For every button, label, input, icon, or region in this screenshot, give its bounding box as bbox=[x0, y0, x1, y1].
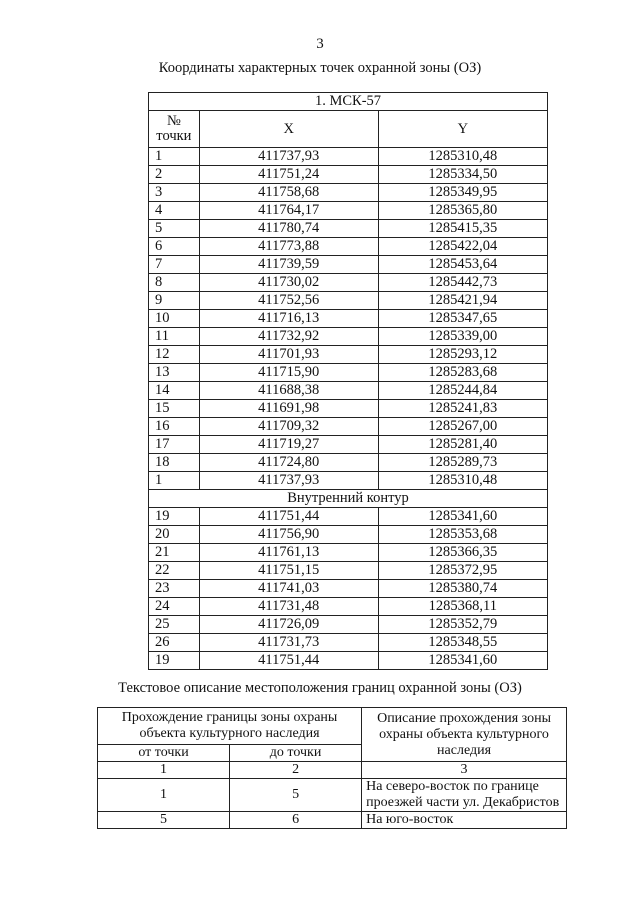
point-number: 5 bbox=[149, 220, 200, 238]
y-value: 1285353,68 bbox=[378, 526, 547, 544]
coord-row bbox=[149, 580, 548, 598]
coord-row bbox=[149, 400, 548, 418]
point-number: 3 bbox=[149, 184, 200, 202]
x-value: 411737,93 bbox=[199, 472, 378, 490]
y-value: 1285267,00 bbox=[378, 418, 547, 436]
coordinates-table bbox=[148, 92, 548, 670]
x-value: 411724,80 bbox=[199, 454, 378, 472]
y-value: 1285421,94 bbox=[378, 292, 547, 310]
y-value: 1285341,60 bbox=[378, 652, 547, 670]
description-title: Текстовое описание местоположения границ охранной зоны (ОЗ) bbox=[118, 680, 522, 696]
x-value: 411731,73 bbox=[199, 634, 378, 652]
coord-row bbox=[149, 454, 548, 472]
point-number: 7 bbox=[149, 256, 200, 274]
coord-row bbox=[149, 238, 548, 256]
desc-header-row bbox=[98, 708, 567, 745]
y-value: 1285334,50 bbox=[378, 166, 547, 184]
x-value: 411730,02 bbox=[199, 274, 378, 292]
x-value: 411719,27 bbox=[199, 436, 378, 454]
point-number: 26 bbox=[149, 634, 200, 652]
point-number: 19 bbox=[149, 508, 200, 526]
desc-from: 5 bbox=[98, 812, 230, 829]
description-table bbox=[97, 707, 567, 829]
y-value: 1285281,40 bbox=[378, 436, 547, 454]
y-value: 1285244,84 bbox=[378, 382, 547, 400]
header-num: № точки bbox=[149, 111, 200, 148]
x-value: 411741,03 bbox=[199, 580, 378, 598]
y-value: 1285415,35 bbox=[378, 220, 547, 238]
point-number: 1 bbox=[149, 472, 200, 490]
point-number: 8 bbox=[149, 274, 200, 292]
coord-row bbox=[149, 220, 548, 238]
point-number: 15 bbox=[149, 400, 200, 418]
y-value: 1285293,12 bbox=[378, 346, 547, 364]
coord-row bbox=[149, 382, 548, 400]
coord-row bbox=[149, 292, 548, 310]
desc-row bbox=[98, 779, 567, 812]
point-number: 10 bbox=[149, 310, 200, 328]
point-number: 13 bbox=[149, 364, 200, 382]
y-value: 1285349,95 bbox=[378, 184, 547, 202]
point-number: 17 bbox=[149, 436, 200, 454]
coord-row bbox=[149, 166, 548, 184]
y-value: 1285352,79 bbox=[378, 616, 547, 634]
point-number: 2 bbox=[149, 166, 200, 184]
coord-row bbox=[149, 526, 548, 544]
point-number: 19 bbox=[149, 652, 200, 670]
y-value: 1285347,65 bbox=[378, 310, 547, 328]
coord-row bbox=[149, 634, 548, 652]
desc-sub-to: до точки bbox=[230, 745, 362, 762]
desc-head-left: Прохождение границы зоны охраны объекта культурного наследия bbox=[98, 708, 362, 745]
coord-row bbox=[149, 544, 548, 562]
coord-row bbox=[149, 184, 548, 202]
point-number: 11 bbox=[149, 328, 200, 346]
coord-row bbox=[149, 616, 548, 634]
x-value: 411764,17 bbox=[199, 202, 378, 220]
header-y: Y bbox=[378, 111, 547, 148]
coord-row bbox=[149, 598, 548, 616]
inner-contour-row bbox=[149, 490, 548, 508]
point-number: 24 bbox=[149, 598, 200, 616]
y-value: 1285453,64 bbox=[378, 256, 547, 274]
coord-row bbox=[149, 256, 548, 274]
point-number: 9 bbox=[149, 292, 200, 310]
y-value: 1285368,11 bbox=[378, 598, 547, 616]
coord-row bbox=[149, 364, 548, 382]
y-value: 1285372,95 bbox=[378, 562, 547, 580]
desc-colnum: 2 bbox=[230, 762, 362, 779]
y-value: 1285442,73 bbox=[378, 274, 547, 292]
x-value: 411751,44 bbox=[199, 652, 378, 670]
coord-row bbox=[149, 436, 548, 454]
x-value: 411731,48 bbox=[199, 598, 378, 616]
x-value: 411732,92 bbox=[199, 328, 378, 346]
desc-colnum-row bbox=[98, 762, 567, 779]
coord-row bbox=[149, 148, 548, 166]
point-number: 18 bbox=[149, 454, 200, 472]
x-value: 411715,90 bbox=[199, 364, 378, 382]
point-number: 1 bbox=[149, 148, 200, 166]
y-value: 1285380,74 bbox=[378, 580, 547, 598]
desc-from: 1 bbox=[98, 779, 230, 812]
point-number: 23 bbox=[149, 580, 200, 598]
page-number: 3 bbox=[316, 36, 324, 52]
desc-row bbox=[98, 812, 567, 829]
header-row bbox=[149, 111, 548, 148]
y-value: 1285366,35 bbox=[378, 544, 547, 562]
x-value: 411701,93 bbox=[199, 346, 378, 364]
coord-row bbox=[149, 274, 548, 292]
x-value: 411716,13 bbox=[199, 310, 378, 328]
coord-row bbox=[149, 202, 548, 220]
y-value: 1285365,80 bbox=[378, 202, 547, 220]
point-number: 16 bbox=[149, 418, 200, 436]
point-number: 25 bbox=[149, 616, 200, 634]
x-value: 411751,44 bbox=[199, 508, 378, 526]
x-value: 411751,24 bbox=[199, 166, 378, 184]
desc-colnum: 1 bbox=[98, 762, 230, 779]
x-value: 411773,88 bbox=[199, 238, 378, 256]
section-row bbox=[149, 93, 548, 111]
desc-head-right: Описание прохождения зоны охраны объекта культурного наследия bbox=[362, 708, 567, 762]
y-value: 1285310,48 bbox=[378, 148, 547, 166]
desc-sub-from: от точки bbox=[98, 745, 230, 762]
page-title: Координаты характерных точек охранной зоны (ОЗ) bbox=[158, 60, 482, 76]
y-value: 1285310,48 bbox=[378, 472, 547, 490]
y-value: 1285283,68 bbox=[378, 364, 547, 382]
x-value: 411751,15 bbox=[199, 562, 378, 580]
coord-row bbox=[149, 652, 548, 670]
y-value: 1285339,00 bbox=[378, 328, 547, 346]
coord-row bbox=[149, 310, 548, 328]
point-number: 14 bbox=[149, 382, 200, 400]
desc-colnum: 3 bbox=[362, 762, 567, 779]
coord-row bbox=[149, 472, 548, 490]
desc-to: 5 bbox=[230, 779, 362, 812]
y-value: 1285241,83 bbox=[378, 400, 547, 418]
y-value: 1285422,04 bbox=[378, 238, 547, 256]
point-number: 12 bbox=[149, 346, 200, 364]
header-x: X bbox=[199, 111, 378, 148]
x-value: 411688,38 bbox=[199, 382, 378, 400]
desc-text: На юго-восток bbox=[362, 812, 567, 829]
point-number: 20 bbox=[149, 526, 200, 544]
x-value: 411691,98 bbox=[199, 400, 378, 418]
coord-row bbox=[149, 418, 548, 436]
x-value: 411737,93 bbox=[199, 148, 378, 166]
coord-row bbox=[149, 562, 548, 580]
x-value: 411761,13 bbox=[199, 544, 378, 562]
inner-contour-label: Внутренний контур bbox=[149, 490, 548, 508]
point-number: 21 bbox=[149, 544, 200, 562]
y-value: 1285348,55 bbox=[378, 634, 547, 652]
coord-row bbox=[149, 328, 548, 346]
x-value: 411739,59 bbox=[199, 256, 378, 274]
x-value: 411756,90 bbox=[199, 526, 378, 544]
coord-row bbox=[149, 508, 548, 526]
point-number: 6 bbox=[149, 238, 200, 256]
section-label: 1. МСК-57 bbox=[149, 93, 548, 111]
x-value: 411752,56 bbox=[199, 292, 378, 310]
desc-to: 6 bbox=[230, 812, 362, 829]
x-value: 411709,32 bbox=[199, 418, 378, 436]
x-value: 411758,68 bbox=[199, 184, 378, 202]
point-number: 22 bbox=[149, 562, 200, 580]
point-number: 4 bbox=[149, 202, 200, 220]
coord-row bbox=[149, 346, 548, 364]
x-value: 411726,09 bbox=[199, 616, 378, 634]
x-value: 411780,74 bbox=[199, 220, 378, 238]
y-value: 1285341,60 bbox=[378, 508, 547, 526]
desc-text: На северо-восток по границе проезжей части ул. Декабристов bbox=[362, 779, 567, 812]
y-value: 1285289,73 bbox=[378, 454, 547, 472]
